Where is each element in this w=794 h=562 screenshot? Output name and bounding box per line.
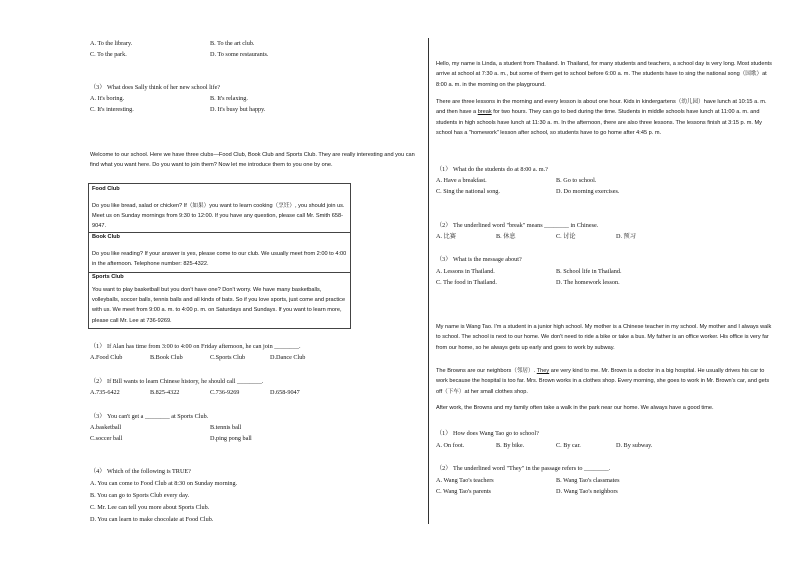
option-b: B.Book Club (150, 354, 183, 361)
passage-lessons: There are three lessons in the morning and every lesson is about one hour. Kids in kindergartens（幼儿园）have lunch at 10:15 a. m. and then have a break for two hours. They can go to bed during the time. Students in middle schools have lunch at 11:00 a. m. and students in high schools have lunch at 11:30 a. m. In the afternoon, there are also three lessons. The lessons finish at 3:15 p. m. My school has a "homework" lesson after school, so students have to go home after 4:45 p. m. (436, 99, 767, 137)
underlined-word-they: They (536, 368, 550, 374)
option-d: D.Dance Club (270, 354, 306, 361)
sports-club-title: Sports Club (92, 274, 124, 280)
column-divider (428, 38, 429, 524)
option-a: A. To the library. (90, 40, 133, 47)
option-c: C. The food in Thailand. (436, 279, 497, 286)
option-a: A. Lessons in Thailand. (436, 268, 495, 275)
option-b: B.825-4322 (150, 389, 180, 396)
question-stem: （2） If Bill wants to learn Chinese history, he should call ________. (90, 378, 264, 385)
book-club-title: Book Club (92, 234, 120, 240)
food-club-text: Do you like bread, salad or chicken? If（如果）you want to learn cooking（烹饪）, you should join us. Meet us on Sunday mornings from 9:30 to 12:00. If you have any question, please call Mr. Smith 658-9047. (92, 203, 345, 230)
option-d: D. You can learn to make chocolate at Food Club. (90, 516, 214, 523)
underlined-word-break: break (477, 109, 492, 116)
question-stem: （2） The underlined word "break" means ________ in Chinese. (436, 222, 599, 229)
passage-wang-tao: My name is Wang Tao. I'm a student in a junior high school. My mother is a Chinese teacher in my school. My mother and I always walk to school. The school is next to our home. We don't need to ride a bike or take a bus. My father is an office worker. His office is very far from our home, so he always gets up early and goes to work by subway. (436, 324, 772, 351)
question-stem: （3） What is the message about? (436, 256, 522, 263)
option-c: C. To the park. (90, 51, 127, 58)
option-a: A. Have a breakfast. (436, 177, 487, 184)
option-b: B.tennis ball (210, 424, 242, 431)
option-a: A.basketball (90, 424, 122, 431)
option-b: B. Wang Tao's classmates (556, 477, 620, 484)
passage-linda: Hello, my name is Linda, a student from Thailand. In Thailand, for many students and teachers, a school day is very long. Most students arrive at school at 7:30 a. m., but some of them get to school before 6:00 a. m. The students have to sing the national song（国歌）at 8:00 a. m. in the morning on the playground. (436, 61, 772, 88)
passage-intro: Welcome to our school. Here we have three clubs—Food Club, Book Club and Sports Club. They are really interesting and you can find what you want here. Do you want to join them? Now let me introduce them to you one by one. (90, 152, 415, 169)
option-a: A. It's boring. (90, 95, 125, 102)
option-d: D.ping pong ball (210, 435, 252, 442)
option-c: C.soccer ball (90, 435, 123, 442)
option-a: A. On foot. (436, 442, 465, 449)
option-c: C. Sing the national song. (436, 188, 500, 195)
option-c: C. Mr. Lee can tell you more about Sports Club. (90, 504, 210, 511)
option-c: C.Sports Club (210, 354, 246, 361)
option-b: B. It's relaxing. (210, 95, 248, 102)
passage-browns: The Browns are our neighbors（邻居）. They are very kind to me. Mr. Brown is a doctor in a big hospital. He usually drives his car to work because the hospital is too far. Mrs. Brown works in a clothes shop. Every morning, she goes to work in Mr. Brown's car, and gets off（下车）at her small clothes shop. (436, 368, 770, 395)
sports-club-text: You want to play basketball but you don't have one? Don't worry. We have many basketballs, volleyballs, soccer balls, tennis balls and all kinds of bats. So if you love sports, just come and practice with us. We meet from 9:00 a. m. to 4:00 p. m. on Saturdays and Sundays. If you want to learn more, please call Mr. Lee at 736-9269. (92, 287, 346, 324)
option-c: C. It's interesting. (90, 106, 134, 113)
book-club-text: Do you like reading? If your answer is yes, please come to our club. We usually meet from 2:00 to 4:00 in the afternoon. Telephone number: 825-4322. (92, 251, 347, 268)
question-stem: （3） You can't get a ________ at Sports Club. (90, 413, 209, 420)
passage-after-work: After work, the Browns and my family often take a walk in the park near our home. We always have a good time. (436, 405, 714, 411)
option-c: C.736-9269 (210, 389, 240, 396)
question-stem: （2） The underlined word "They" in the passage refers to ________. (436, 465, 611, 472)
option-a: A.735-6422 (90, 389, 120, 396)
option-a: A. Wang Tao's teachers (436, 477, 494, 484)
option-b: B. Go to school. (556, 177, 597, 184)
option-b: B. School life in Thailand. (556, 268, 622, 275)
option-d: D. The homework lesson. (556, 279, 620, 286)
option-d: D. Wang Tao's neighbors (556, 488, 618, 495)
question-stem: （3） What does Sally think of her new school life? (90, 84, 221, 91)
question-stem: （4） Which of the following is TRUE? (90, 468, 191, 475)
food-club-title: Food Club (92, 186, 120, 192)
option-d: D. To some restaurants. (210, 51, 269, 58)
question-stem: （1） How does Wang Tao go to school? (436, 430, 539, 437)
option-d: D. By subway. (616, 442, 653, 449)
option-a: A. You can come to Food Club at 8:30 on Sunday morning. (90, 480, 238, 487)
option-b: B. By bike. (496, 442, 525, 449)
option-d: D. Do morning exercises. (556, 188, 620, 195)
option-d: D. It's busy but happy. (210, 106, 266, 113)
option-c: C. Wang Tao's parents (436, 488, 491, 495)
clubs-table (88, 183, 351, 329)
option-d: D. 预习 (616, 233, 636, 240)
option-d: D.658-9047 (270, 389, 300, 396)
option-b: B. To the art club. (210, 40, 255, 47)
option-a: A. 比赛 (436, 233, 456, 240)
question-stem: （1） If Alan has time from 3:00 to 4:00 on Friday afternoon, he can join ________. (90, 343, 301, 350)
option-c: C. 讨论 (556, 233, 576, 240)
question-stem: （1） What do the students do at 8:00 a. m.? (436, 166, 548, 173)
option-b: B. You can go to Sports Club every day. (90, 492, 190, 499)
option-a: A.Food Club (90, 354, 123, 361)
option-c: C. By car. (556, 442, 581, 449)
option-b: B. 休息 (496, 233, 516, 240)
